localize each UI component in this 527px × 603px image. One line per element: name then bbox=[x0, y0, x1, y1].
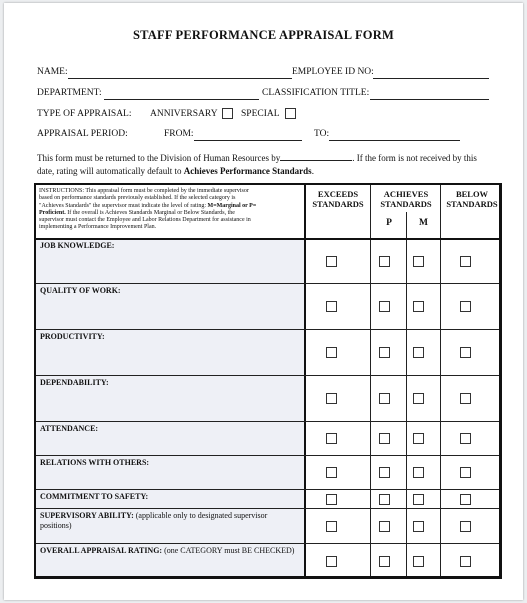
return-date-field[interactable] bbox=[280, 151, 352, 161]
criterion-name: COMMITMENT TO SAFETY: bbox=[40, 492, 149, 501]
exceeds-checkbox[interactable] bbox=[326, 256, 337, 267]
instructions-line: implementing a Performance Improvement Plan. bbox=[39, 224, 157, 231]
achieves-p-checkbox[interactable] bbox=[379, 494, 390, 505]
header-p: P bbox=[386, 218, 392, 228]
row-divider bbox=[36, 489, 499, 490]
exceeds-checkbox[interactable] bbox=[326, 433, 337, 444]
appraisal-period-label: APPRAISAL PERIOD: bbox=[37, 129, 128, 139]
employee-id-field[interactable] bbox=[373, 78, 489, 79]
achieves-m-checkbox[interactable] bbox=[413, 301, 424, 312]
rating-row-label bbox=[40, 458, 300, 468]
achieves-m-checkbox[interactable] bbox=[413, 494, 424, 505]
criterion-name: RELATIONS WITH OTHERS: bbox=[40, 458, 150, 467]
instructions-line: If the overall is Achieves Standards Marginal or Below Standards, the bbox=[65, 209, 235, 216]
criterion-name: PRODUCTIVITY: bbox=[40, 332, 105, 341]
notice-text-3: date, rating will automatically default to bbox=[37, 165, 182, 176]
rating-row-label bbox=[40, 546, 300, 556]
criterion-name: SUPERVISORY ABILITY: bbox=[40, 511, 134, 520]
rating-row-label bbox=[40, 332, 300, 342]
name-label: NAME: bbox=[37, 67, 68, 77]
exceeds-checkbox[interactable] bbox=[326, 494, 337, 505]
header-m: M bbox=[419, 218, 428, 228]
special-label: SPECIAL bbox=[241, 109, 280, 119]
rating-table bbox=[34, 183, 502, 579]
anniversary-checkbox[interactable] bbox=[222, 108, 233, 119]
from-date-field[interactable] bbox=[194, 140, 302, 141]
achieves-m-checkbox[interactable] bbox=[413, 433, 424, 444]
header-below-line2: STANDARDS bbox=[446, 199, 498, 209]
criterion-name: OVERALL APPRAISAL RATING: bbox=[40, 546, 163, 555]
criterion-name: QUALITY OF WORK: bbox=[40, 286, 121, 295]
achieves-m-checkbox[interactable] bbox=[413, 256, 424, 267]
form-page bbox=[4, 3, 523, 600]
instructions bbox=[39, 188, 301, 232]
below-checkbox[interactable] bbox=[460, 256, 471, 267]
notice-text-2: . If the form is not received by this bbox=[352, 153, 477, 163]
achieves-p-checkbox[interactable] bbox=[379, 301, 390, 312]
below-checkbox[interactable] bbox=[460, 521, 471, 532]
divider-exceeds bbox=[370, 185, 371, 576]
department-label: DEPARTMENT: bbox=[37, 88, 102, 98]
row-divider bbox=[36, 238, 499, 240]
department-field[interactable] bbox=[104, 99, 259, 100]
exceeds-checkbox[interactable] bbox=[326, 393, 337, 404]
to-date-field[interactable] bbox=[329, 140, 460, 141]
row-divider bbox=[36, 455, 499, 456]
employee-id-label: EMPLOYEE ID NO: bbox=[292, 67, 374, 77]
achieves-p-checkbox[interactable] bbox=[379, 467, 390, 478]
classification-label: CLASSIFICATION TITLE: bbox=[262, 88, 370, 98]
divider-label bbox=[304, 185, 306, 576]
instructions-line: INSTRUCTIONS: This appraisal form must be completed by the immediate supervisor bbox=[39, 188, 249, 194]
below-checkbox[interactable] bbox=[460, 467, 471, 478]
achieves-p-checkbox[interactable] bbox=[379, 393, 390, 404]
instructions-line: supervisor must contact the Employee and Labor Relations Department for assistance in bbox=[39, 217, 251, 224]
row-divider bbox=[36, 375, 499, 376]
instructions-line: "Achieves Standards" the supervisor must indicate the level of rating: bbox=[39, 202, 207, 209]
achieves-p-checkbox[interactable] bbox=[379, 521, 390, 532]
achieves-m-checkbox[interactable] bbox=[413, 347, 424, 358]
rating-row-label bbox=[40, 286, 300, 296]
header-below bbox=[442, 189, 502, 209]
achieves-m-checkbox[interactable] bbox=[413, 393, 424, 404]
criterion-name: ATTENDANCE: bbox=[40, 424, 99, 433]
achieves-p-checkbox[interactable] bbox=[379, 433, 390, 444]
exceeds-checkbox[interactable] bbox=[326, 521, 337, 532]
rating-row-label bbox=[40, 511, 300, 530]
achieves-m-checkbox[interactable] bbox=[413, 521, 424, 532]
achieves-p-checkbox[interactable] bbox=[379, 347, 390, 358]
criterion-name: DEPENDABILITY: bbox=[40, 378, 109, 387]
notice-period: . bbox=[311, 165, 314, 176]
notice-text-1: This form must be returned to the Division of Human Resources by bbox=[37, 153, 281, 163]
exceeds-checkbox[interactable] bbox=[326, 467, 337, 478]
header-exceeds-line2: STANDARDS bbox=[312, 199, 364, 209]
to-label: TO: bbox=[314, 129, 330, 139]
criterion-name: JOB KNOWLEDGE: bbox=[40, 241, 115, 250]
return-notice bbox=[37, 151, 477, 177]
rating-row-label bbox=[40, 241, 300, 251]
from-label: FROM: bbox=[164, 129, 194, 139]
header-achieves bbox=[372, 189, 440, 209]
instructions-proficient: Proficient. bbox=[39, 209, 66, 216]
row-divider bbox=[36, 543, 499, 544]
exceeds-checkbox[interactable] bbox=[326, 347, 337, 358]
achieves-p-checkbox[interactable] bbox=[379, 556, 390, 567]
anniversary-label: ANNIVERSARY bbox=[150, 109, 218, 119]
achieves-m-checkbox[interactable] bbox=[413, 467, 424, 478]
below-checkbox[interactable] bbox=[460, 556, 471, 567]
header-below-line1: BELOW bbox=[455, 189, 489, 199]
below-checkbox[interactable] bbox=[460, 347, 471, 358]
row-divider bbox=[36, 421, 499, 422]
achieves-m-checkbox[interactable] bbox=[413, 556, 424, 567]
achieves-p-checkbox[interactable] bbox=[379, 256, 390, 267]
type-of-appraisal-label: TYPE OF APPRAISAL: bbox=[37, 109, 132, 119]
header-achieves-line1: ACHIEVES bbox=[383, 189, 429, 199]
header-exceeds bbox=[306, 189, 370, 209]
name-field[interactable] bbox=[68, 78, 292, 79]
criterion-note: (applicable only to designated supervisor positions) bbox=[40, 511, 268, 530]
below-checkbox[interactable] bbox=[460, 433, 471, 444]
divider-p-m bbox=[406, 212, 407, 576]
row-divider bbox=[36, 283, 499, 284]
exceeds-checkbox[interactable] bbox=[326, 301, 337, 312]
rating-row-label bbox=[40, 424, 300, 434]
classification-field[interactable] bbox=[370, 99, 489, 100]
below-checkbox[interactable] bbox=[460, 301, 471, 312]
rating-row-label bbox=[40, 492, 300, 502]
instructions-line: based on performance standards previously established. If the selected category is bbox=[39, 195, 236, 202]
header-exceeds-line1: EXCEEDS bbox=[317, 189, 359, 199]
header-achieves-line2: STANDARDS bbox=[380, 199, 432, 209]
notice-default-rating: Achieves Performance Standards bbox=[183, 165, 312, 176]
form-title: STAFF PERFORMANCE APPRAISAL FORM bbox=[133, 28, 394, 42]
row-divider bbox=[36, 329, 499, 330]
exceeds-checkbox[interactable] bbox=[326, 556, 337, 567]
below-checkbox[interactable] bbox=[460, 494, 471, 505]
criterion-note: (one CATEGORY must BE CHECKED) bbox=[162, 546, 295, 555]
instructions-rating-key: M=Marginal or P= bbox=[207, 202, 257, 209]
rating-row-label bbox=[40, 378, 300, 388]
below-checkbox[interactable] bbox=[460, 393, 471, 404]
row-divider bbox=[36, 508, 499, 509]
special-checkbox[interactable] bbox=[285, 108, 296, 119]
divider-achieves bbox=[440, 185, 441, 576]
